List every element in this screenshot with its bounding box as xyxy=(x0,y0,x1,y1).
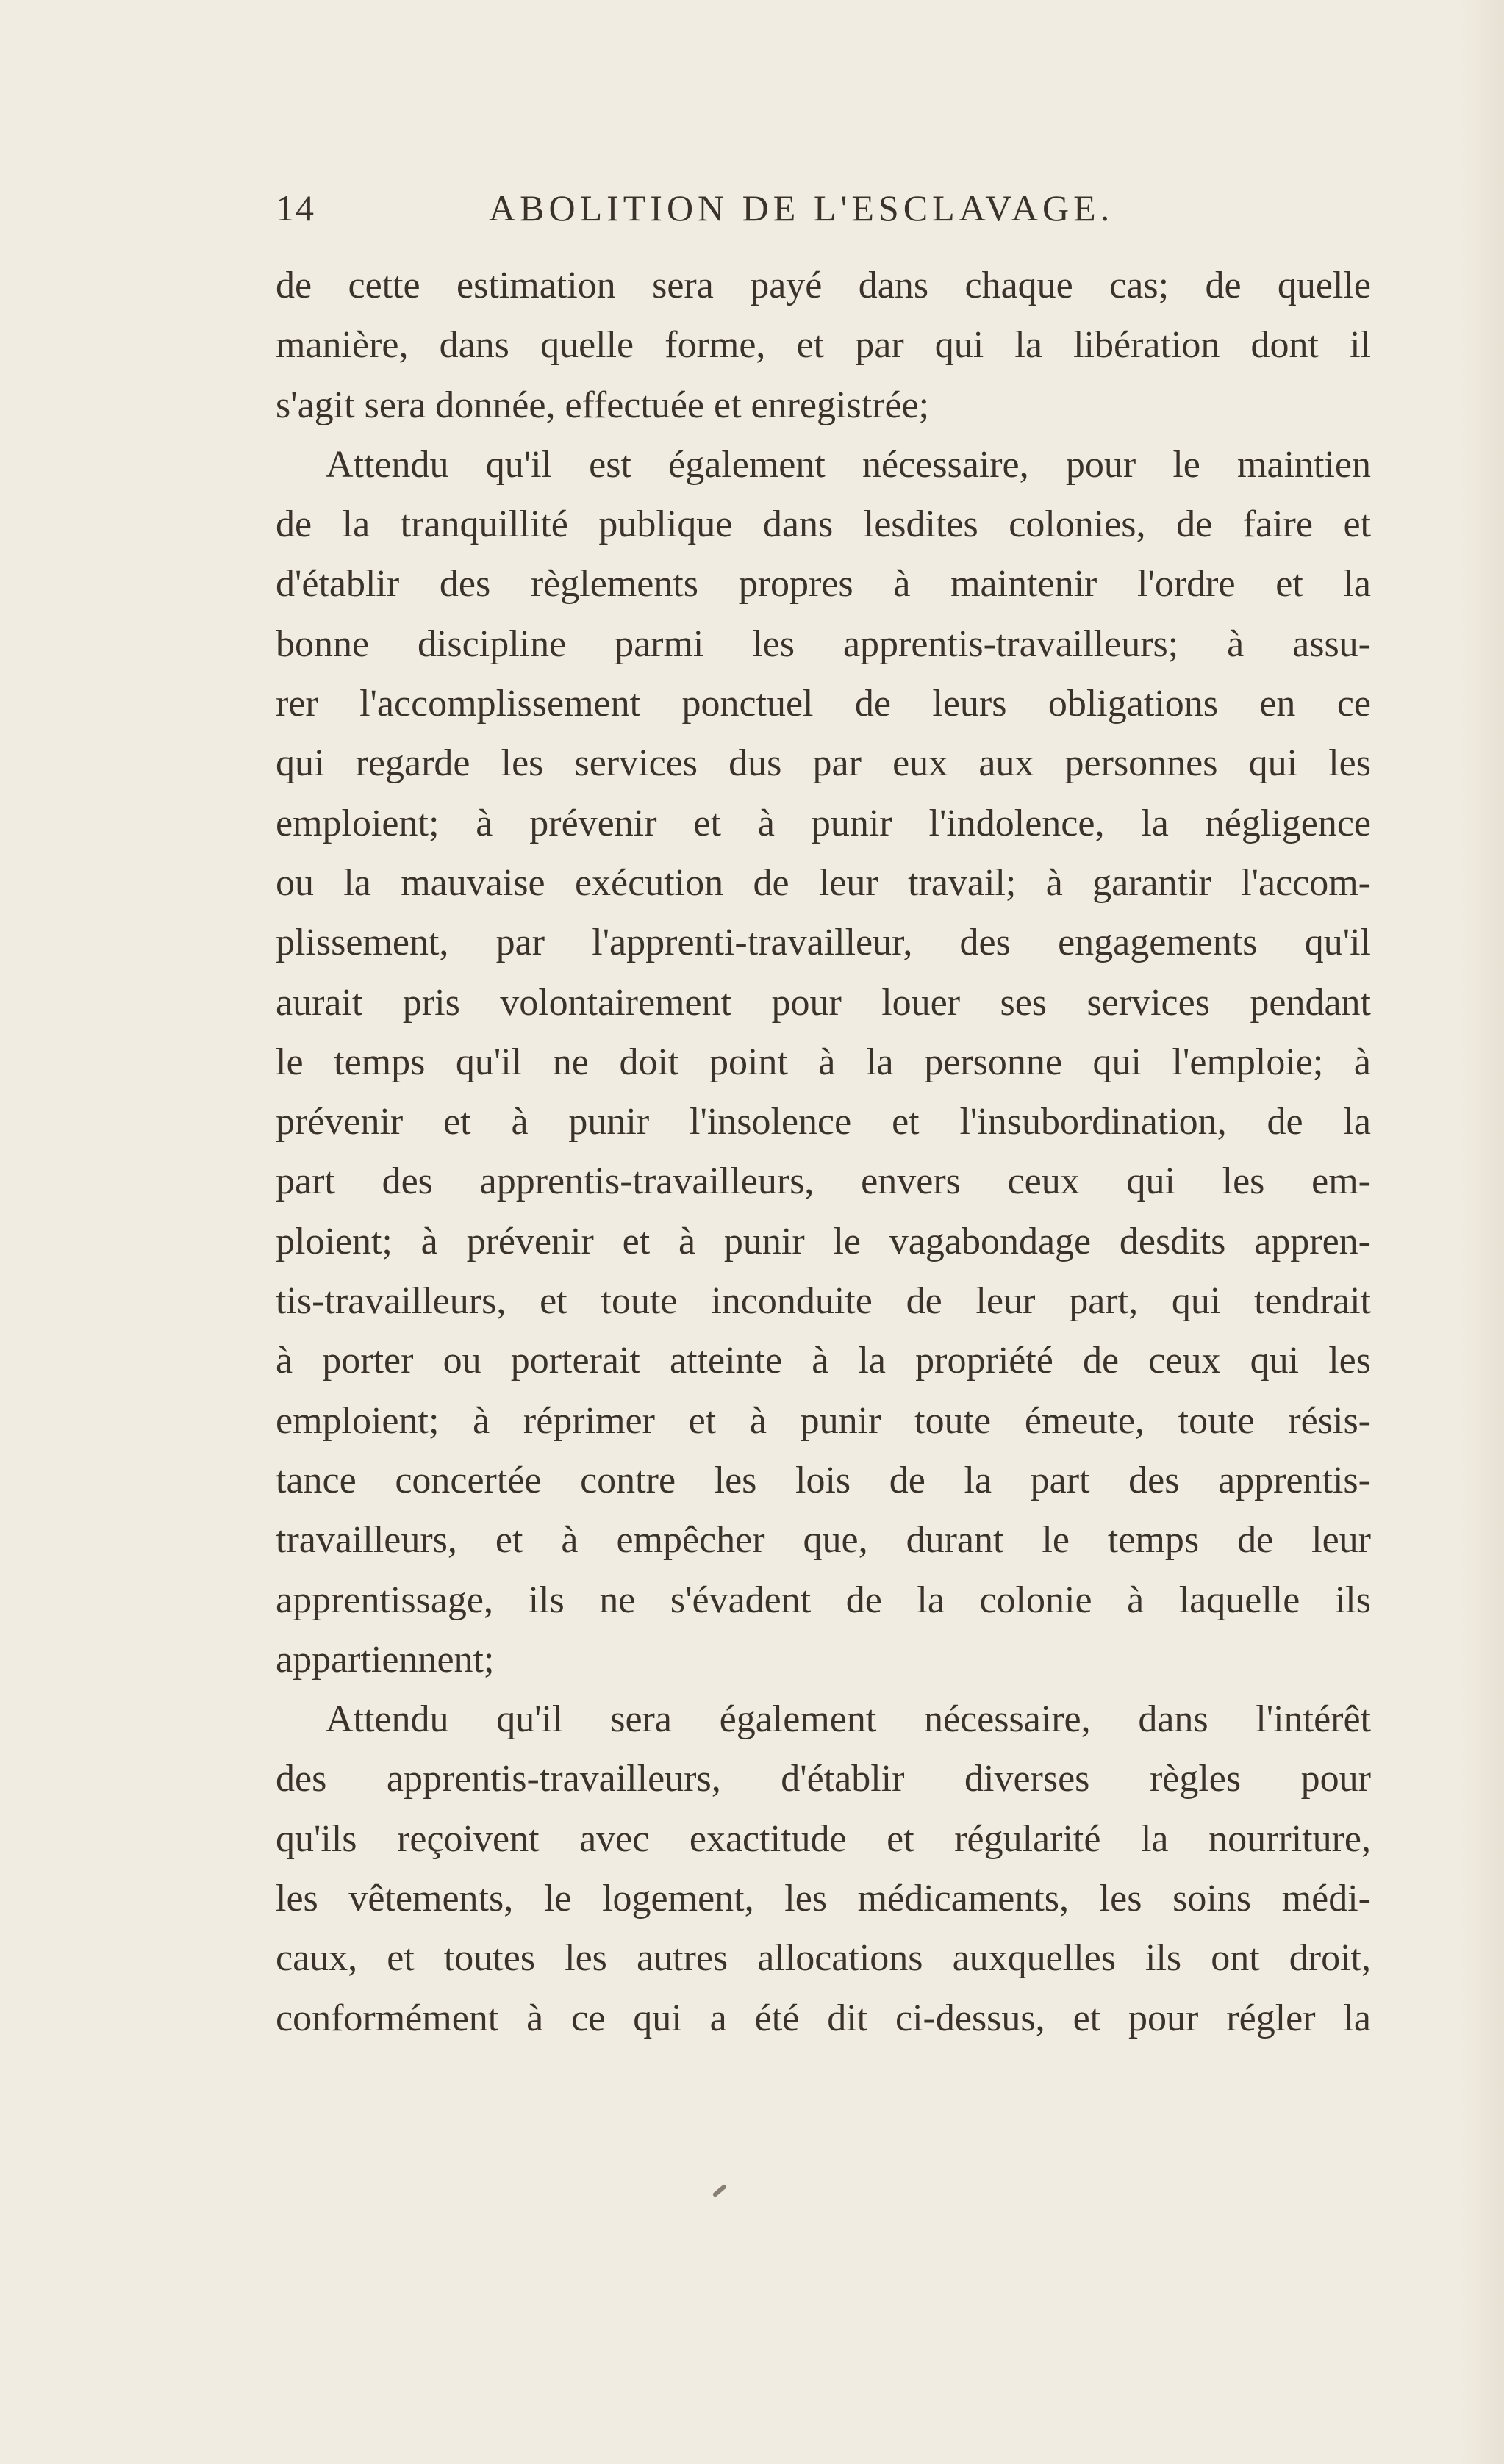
text-line: d'établir des règlements propres à maintenir l'ordre et la xyxy=(276,563,1371,606)
text-line: Attendu qu'il est également nécessaire, pour le maintien xyxy=(326,443,1371,486)
text-line: de cette estimation sera payé dans chaque cas; de quelle xyxy=(276,265,1371,306)
text-line: les vêtements, le logement, les médicaments, les soins médi- xyxy=(276,1878,1371,1920)
text-line: appartiennent; xyxy=(276,1638,495,1681)
text-line: aurait pris volontairement pour louer ses services pendant xyxy=(276,981,1371,1024)
body-text xyxy=(276,256,1371,2048)
text-line: emploient; à réprimer et à punir toute émeute, toute résis- xyxy=(276,1399,1371,1442)
text-line: emploient; à prévenir et à punir l'indolence, la négligence xyxy=(276,802,1371,844)
text-line: ou la mauvaise exécution de leur travail; à garantir l'accom- xyxy=(276,861,1371,904)
text-line: Attendu qu'il sera également nécessaire, dans l'intérêt xyxy=(326,1698,1371,1741)
text-line: travailleurs, et à empêcher que, durant le temps de leur xyxy=(276,1519,1371,1562)
running-title: ABOLITION DE L'ESCLAVAGE. xyxy=(489,187,1114,229)
ink-mark xyxy=(712,2184,728,2198)
text-line: caux, et toutes les autres allocations auxquelles ils ont droit, xyxy=(276,1937,1371,1980)
text-line: manière, dans quelle forme, et par qui la libération dont il xyxy=(276,324,1371,367)
text-line: qu'ils reçoivent avec exactitude et régularité la nourriture, xyxy=(276,1817,1371,1860)
text-line: à porter ou porterait atteinte à la propriété de ceux qui les xyxy=(276,1340,1371,1382)
text-line: plissement, par l'apprenti-travailleur, des engagements qu'il xyxy=(276,922,1371,964)
page-edge-shadow xyxy=(1460,0,1504,2464)
page-number: 14 xyxy=(276,187,315,229)
text-line: tis-travailleurs, et toute inconduite de leur part, qui tendrait xyxy=(276,1280,1371,1323)
text-line: part des apprentis-travailleurs, envers ceux qui les em- xyxy=(276,1160,1371,1203)
text-line: le temps qu'il ne doit point à la personne qui l'emploie; à xyxy=(276,1041,1371,1083)
text-line: des apprentis-travailleurs, d'établir diverses règles pour xyxy=(276,1758,1371,1800)
text-line: tance concertée contre les lois de la part des apprentis- xyxy=(276,1459,1371,1501)
text-line: qui regarde les services dus par eux aux personnes qui les xyxy=(276,742,1371,785)
text-line: ploient; à prévenir et à punir le vagabondage desdits appren- xyxy=(276,1220,1371,1262)
text-line: bonne discipline parmi les apprentis-travailleurs; à assu- xyxy=(276,622,1371,665)
text-line: prévenir et à punir l'insolence et l'insubordination, de la xyxy=(276,1101,1371,1143)
text-line: rer l'accomplissement ponctuel de leurs obligations en ce xyxy=(276,683,1371,725)
text-line: conformément à ce qui a été dit ci-dessus, et pour régler la xyxy=(276,1997,1371,2039)
text-line: s'agit sera donnée, effectuée et enregistrée; xyxy=(276,384,930,426)
text-line: apprentissage, ils ne s'évadent de la colonie à laquelle ils xyxy=(276,1578,1371,1621)
page-header xyxy=(276,187,1371,238)
text-line: de la tranquillité publique dans lesdites colonies, de faire et xyxy=(276,503,1371,546)
